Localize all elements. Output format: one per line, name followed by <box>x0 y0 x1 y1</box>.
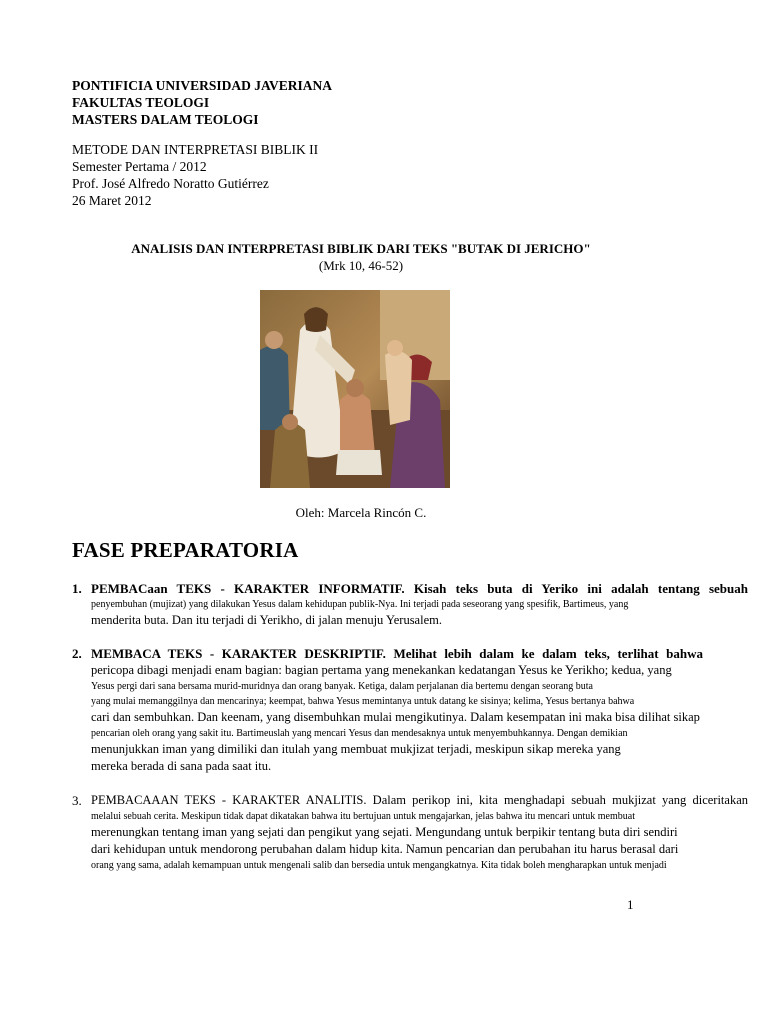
course-semester: Semester Pertama / 2012 <box>72 159 207 174</box>
section-line: mereka berada di sana pada saat itu. <box>91 759 272 773</box>
course-info <box>72 141 318 209</box>
page-number: 1 <box>627 897 634 912</box>
section-line: penyembuhan (mujizat) yang dilakukan Yesus dalam kehidupan publik-Nya. Ini terjadi pada seseorang yang spesifik, Bartimeus, yang <box>91 599 629 610</box>
header-line: FAKULTAS TEOLOGI <box>72 95 210 110</box>
section-line: orang yang sama, adalah kemampuan untuk mengenali salib dan bersedia untuk mengangkatnya. Kita tidak boleh mengharapkan untuk menjadi <box>91 860 667 871</box>
section-line: dari kehidupan untuk mendorong perubahan dalam hidup kita. Namun pencarian dan perubahan itu harus berasal dari <box>91 842 679 856</box>
section-line: pencarian oleh orang yang sakit itu. Bartimeuslah yang mencari Yesus dan mendesaknya untuk menyembuhkannya. Dengan demikian <box>91 728 628 739</box>
section-3 <box>72 792 748 873</box>
title-main: ANALISIS DAN INTERPRETASI BIBLIK DARI TEKS "BUTAK DI JERICHO" <box>131 241 591 256</box>
section-line: menderita buta. Dan itu terjadi di Yerikho, di jalan menuju Yerusalem. <box>91 613 442 627</box>
jesus-healing-painting <box>260 290 450 488</box>
section-lead: PEMBACaan TEKS - KARAKTER INFORMATIF. Kisah teks buta di Yeriko ini adalah tentang sebuah <box>91 581 748 596</box>
section-line: yang mulai memanggilnya dan mencarinya; keempat, bahwa Yesus memintanya untuk datang ke sisinya; kelima, Yesus bertanya bahwa <box>91 696 635 707</box>
section-1 <box>72 580 748 629</box>
header-line: MASTERS DALAM TEOLOGI <box>72 112 259 127</box>
institution-header <box>72 77 332 128</box>
section-line: merenungkan tentang iman yang sejati dan pengikut yang sejati. Mengundang untuk berpikir tentang buta diri sendiri <box>91 825 678 839</box>
section-lead: PEMBACAAAN TEKS - KARAKTER ANALITIS. Dalam perikop ini, kita menghadapi sebuah mukjizat yang diceritakan <box>91 793 748 807</box>
author-byline: Oleh: Marcela Rincón C. <box>295 505 427 520</box>
painting-image <box>260 290 450 488</box>
section-number: 1. <box>72 581 82 596</box>
section-line: melalui sebuah cerita. Meskipun tidak dapat dikatakan bahwa itu bertujuan untuk mengajarkan, jelas bahwa itu mencari untuk membuat <box>91 811 635 822</box>
section-line: pericopa dibagi menjadi enam bagian: bagian pertama yang menekankan kedatangan Yesus ke Yerikho; kedua, yang <box>91 663 672 677</box>
section-line: Yesus pergi dari sana bersama murid-muridnya dan orang banyak. Ketiga, dalam perjalanan dia bertemu dengan seorang buta <box>91 681 593 692</box>
section-line: menunjukkan iman yang dimiliki dan itulah yang membuat mukjizat terjadi, meskipun sikap mereka yang <box>91 742 621 756</box>
course-date: 26 Maret 2012 <box>72 193 152 208</box>
title-reference: (Mrk 10, 46-52) <box>318 258 404 273</box>
section-heading: FASE PREPARATORIA <box>72 538 299 562</box>
section-number: 3. <box>72 793 82 808</box>
header-line: PONTIFICIA UNIVERSIDAD JAVERIANA <box>72 78 333 93</box>
section-line: cari dan sembuhkan. Dan keenam, yang disembuhkan mulai mengikutinya. Dalam kesempatan ini maka bisa dilihat sikap <box>91 710 700 724</box>
section-number: 2. <box>72 646 82 661</box>
section-lead: MEMBACA TEKS - KARAKTER DESKRIPTIF. Melihat lebih dalam ke dalam teks, terlihat bahwa <box>91 646 703 661</box>
course-name: METODE DAN INTERPRETASI BIBLIK II <box>72 142 319 157</box>
course-professor: Prof. José Alfredo Noratto Gutiérrez <box>72 176 269 191</box>
document-title <box>0 240 722 274</box>
section-2 <box>72 645 748 775</box>
